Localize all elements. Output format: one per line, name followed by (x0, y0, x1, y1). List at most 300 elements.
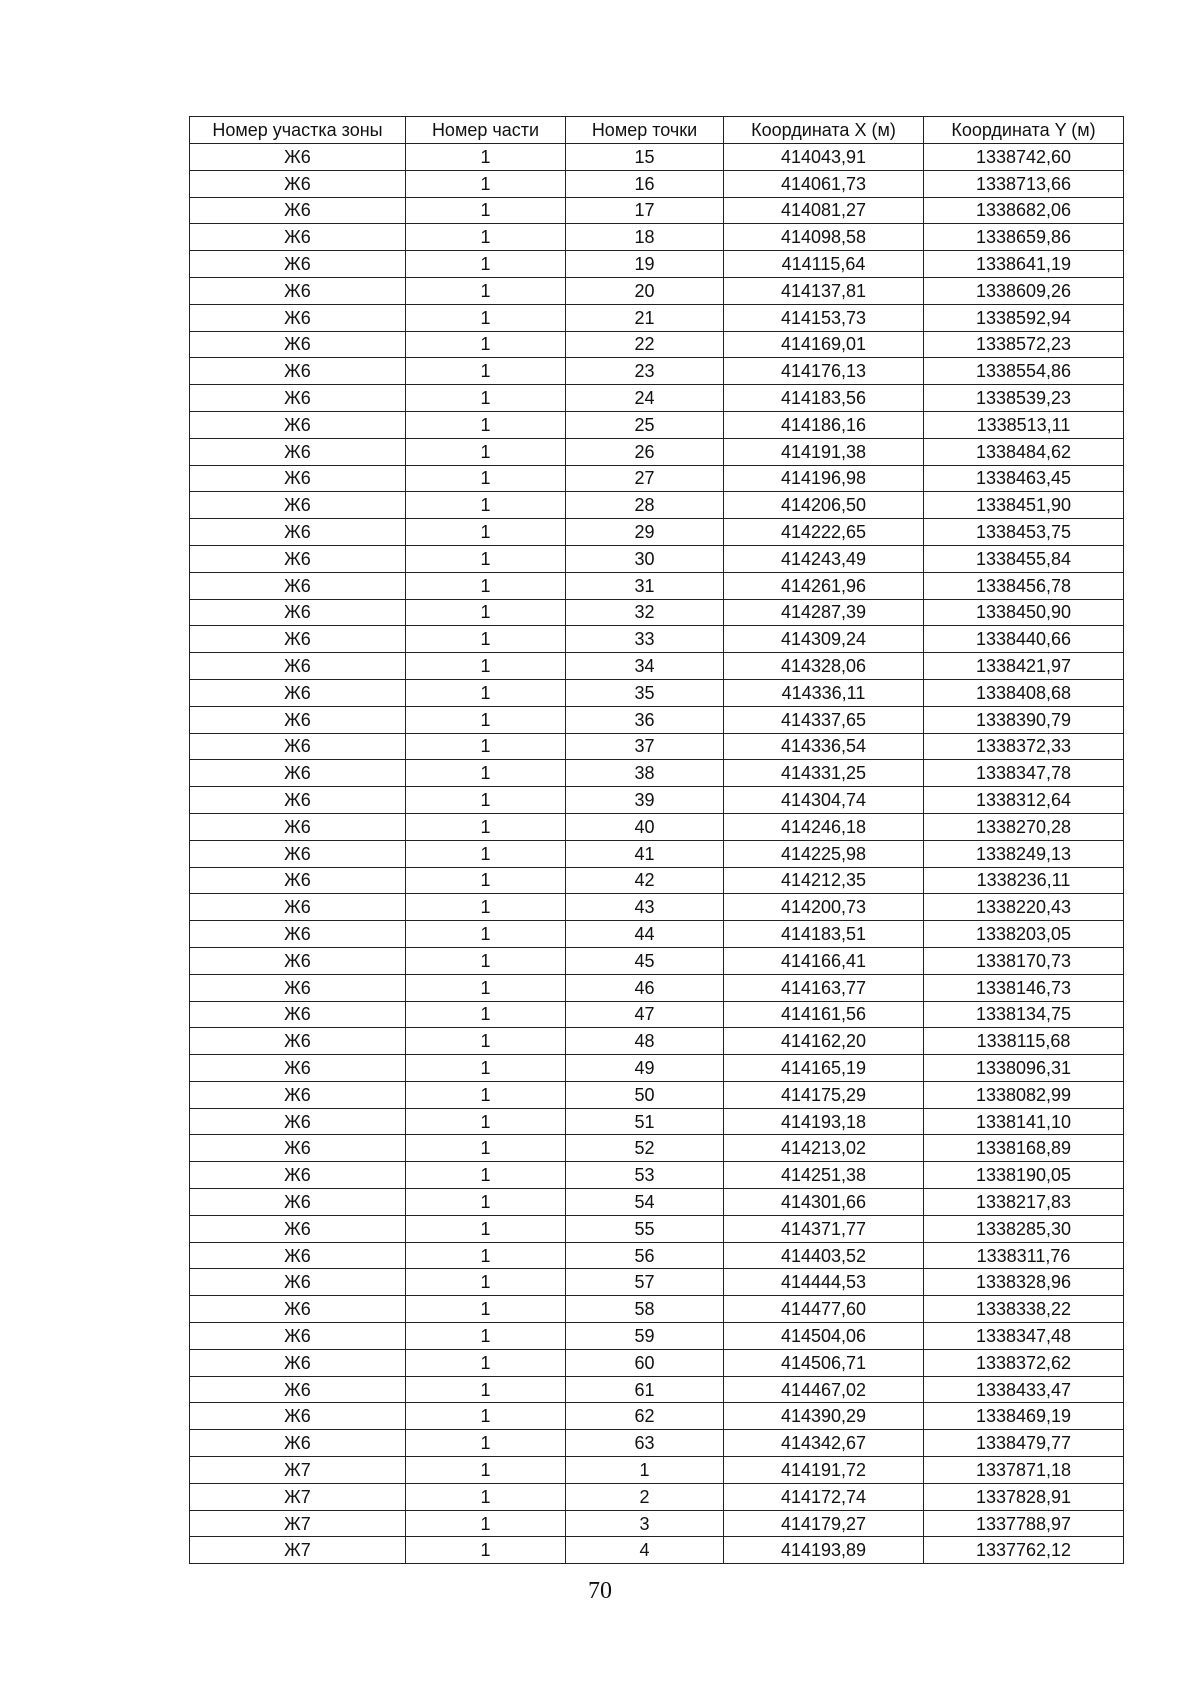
table-row (190, 1323, 1124, 1350)
cell-coordinate-x: 414191,72 (724, 1457, 924, 1484)
cell-part-number: 1 (406, 411, 566, 438)
cell-coordinate-y: 1338190,05 (924, 1162, 1124, 1189)
cell-point-number: 15 (566, 144, 724, 171)
cell-coordinate-y: 1338170,73 (924, 947, 1124, 974)
cell-part-number: 1 (406, 545, 566, 572)
cell-coordinate-y: 1338311,76 (924, 1242, 1124, 1269)
header-part-number: Номер части (406, 117, 566, 144)
cell-zone-section: Ж6 (190, 840, 406, 867)
cell-coordinate-x: 414246,18 (724, 813, 924, 840)
cell-zone-section: Ж6 (190, 1376, 406, 1403)
table-row (190, 385, 1124, 412)
cell-point-number: 36 (566, 706, 724, 733)
coordinates-table (189, 116, 1124, 1564)
cell-part-number: 1 (406, 733, 566, 760)
table-row (190, 1081, 1124, 1108)
cell-coordinate-x: 414161,56 (724, 1001, 924, 1028)
cell-point-number: 50 (566, 1081, 724, 1108)
cell-coordinate-x: 414175,29 (724, 1081, 924, 1108)
header-zone-section: Номер участка зоны (190, 117, 406, 144)
header-point-number: Номер точки (566, 117, 724, 144)
cell-part-number: 1 (406, 465, 566, 492)
cell-point-number: 35 (566, 679, 724, 706)
table-row (190, 438, 1124, 465)
cell-point-number: 41 (566, 840, 724, 867)
cell-coordinate-x: 414179,27 (724, 1510, 924, 1537)
cell-point-number: 53 (566, 1162, 724, 1189)
cell-coordinate-x: 414261,96 (724, 572, 924, 599)
table-row (190, 840, 1124, 867)
cell-coordinate-x: 414183,51 (724, 921, 924, 948)
table-row (190, 1242, 1124, 1269)
cell-coordinate-y: 1338456,78 (924, 572, 1124, 599)
table-row (190, 679, 1124, 706)
table-row (190, 653, 1124, 680)
table-row (190, 465, 1124, 492)
cell-coordinate-x: 414287,39 (724, 599, 924, 626)
cell-point-number: 24 (566, 385, 724, 412)
cell-zone-section: Ж6 (190, 170, 406, 197)
cell-coordinate-x: 414444,53 (724, 1269, 924, 1296)
table-row (190, 947, 1124, 974)
cell-part-number: 1 (406, 1135, 566, 1162)
table-row (190, 1403, 1124, 1430)
cell-point-number: 49 (566, 1055, 724, 1082)
cell-coordinate-y: 1338082,99 (924, 1081, 1124, 1108)
cell-zone-section: Ж6 (190, 572, 406, 599)
cell-part-number: 1 (406, 572, 566, 599)
cell-coordinate-x: 414477,60 (724, 1296, 924, 1323)
cell-coordinate-x: 414137,81 (724, 277, 924, 304)
cell-point-number: 20 (566, 277, 724, 304)
cell-coordinate-y: 1338453,75 (924, 519, 1124, 546)
cell-coordinate-x: 414225,98 (724, 840, 924, 867)
table-row (190, 706, 1124, 733)
cell-point-number: 21 (566, 304, 724, 331)
table-row (190, 170, 1124, 197)
cell-part-number: 1 (406, 1483, 566, 1510)
cell-point-number: 1 (566, 1457, 724, 1484)
table-row (190, 1376, 1124, 1403)
table-row (190, 626, 1124, 653)
cell-point-number: 39 (566, 787, 724, 814)
cell-zone-section: Ж6 (190, 1162, 406, 1189)
cell-point-number: 29 (566, 519, 724, 546)
cell-coordinate-y: 1338455,84 (924, 545, 1124, 572)
cell-point-number: 17 (566, 197, 724, 224)
cell-part-number: 1 (406, 1215, 566, 1242)
cell-part-number: 1 (406, 840, 566, 867)
cell-point-number: 42 (566, 867, 724, 894)
cell-coordinate-y: 1338572,23 (924, 331, 1124, 358)
cell-point-number: 18 (566, 224, 724, 251)
cell-zone-section: Ж6 (190, 894, 406, 921)
table-row (190, 1349, 1124, 1376)
table-row (190, 921, 1124, 948)
cell-zone-section: Ж6 (190, 679, 406, 706)
cell-zone-section: Ж6 (190, 304, 406, 331)
cell-zone-section: Ж6 (190, 1108, 406, 1135)
header-coordinate-y: Координата Y (м) (924, 117, 1124, 144)
cell-coordinate-y: 1337828,91 (924, 1483, 1124, 1510)
cell-coordinate-y: 1338168,89 (924, 1135, 1124, 1162)
cell-part-number: 1 (406, 1081, 566, 1108)
cell-point-number: 38 (566, 760, 724, 787)
cell-point-number: 55 (566, 1215, 724, 1242)
cell-zone-section: Ж6 (190, 492, 406, 519)
cell-part-number: 1 (406, 867, 566, 894)
cell-zone-section: Ж6 (190, 1001, 406, 1028)
cell-point-number: 46 (566, 974, 724, 1001)
cell-part-number: 1 (406, 1537, 566, 1564)
cell-coordinate-x: 414193,89 (724, 1537, 924, 1564)
cell-zone-section: Ж6 (190, 197, 406, 224)
table-row (190, 1001, 1124, 1028)
cell-coordinate-x: 414504,06 (724, 1323, 924, 1350)
cell-part-number: 1 (406, 1189, 566, 1216)
cell-zone-section: Ж6 (190, 1323, 406, 1350)
cell-coordinate-x: 414196,98 (724, 465, 924, 492)
cell-coordinate-y: 1338249,13 (924, 840, 1124, 867)
table-row (190, 760, 1124, 787)
cell-part-number: 1 (406, 492, 566, 519)
cell-coordinate-y: 1338115,68 (924, 1028, 1124, 1055)
cell-part-number: 1 (406, 1162, 566, 1189)
table-row (190, 1162, 1124, 1189)
cell-zone-section: Ж6 (190, 1296, 406, 1323)
cell-part-number: 1 (406, 813, 566, 840)
cell-point-number: 45 (566, 947, 724, 974)
cell-coordinate-x: 414176,13 (724, 358, 924, 385)
cell-part-number: 1 (406, 1323, 566, 1350)
cell-coordinate-y: 1338146,73 (924, 974, 1124, 1001)
cell-zone-section: Ж6 (190, 653, 406, 680)
cell-coordinate-y: 1338440,66 (924, 626, 1124, 653)
table-row (190, 411, 1124, 438)
cell-point-number: 19 (566, 251, 724, 278)
table-row (190, 599, 1124, 626)
cell-part-number: 1 (406, 1510, 566, 1537)
cell-coordinate-y: 1338513,11 (924, 411, 1124, 438)
cell-zone-section: Ж6 (190, 385, 406, 412)
cell-part-number: 1 (406, 1376, 566, 1403)
cell-zone-section: Ж6 (190, 358, 406, 385)
cell-point-number: 56 (566, 1242, 724, 1269)
cell-coordinate-y: 1338312,64 (924, 787, 1124, 814)
cell-coordinate-x: 414186,16 (724, 411, 924, 438)
cell-coordinate-y: 1338450,90 (924, 599, 1124, 626)
cell-point-number: 57 (566, 1269, 724, 1296)
cell-zone-section: Ж6 (190, 1430, 406, 1457)
cell-coordinate-x: 414309,24 (724, 626, 924, 653)
cell-point-number: 61 (566, 1376, 724, 1403)
table-row (190, 894, 1124, 921)
table-row (190, 733, 1124, 760)
cell-coordinate-y: 1338285,30 (924, 1215, 1124, 1242)
cell-zone-section: Ж6 (190, 1242, 406, 1269)
cell-coordinate-x: 414166,41 (724, 947, 924, 974)
cell-part-number: 1 (406, 304, 566, 331)
cell-zone-section: Ж6 (190, 251, 406, 278)
cell-coordinate-y: 1338096,31 (924, 1055, 1124, 1082)
cell-point-number: 22 (566, 331, 724, 358)
cell-coordinate-y: 1338203,05 (924, 921, 1124, 948)
cell-coordinate-y: 1338408,68 (924, 679, 1124, 706)
cell-coordinate-y: 1338372,33 (924, 733, 1124, 760)
cell-zone-section: Ж6 (190, 224, 406, 251)
cell-zone-section: Ж7 (190, 1510, 406, 1537)
cell-zone-section: Ж7 (190, 1483, 406, 1510)
cell-coordinate-y: 1338484,62 (924, 438, 1124, 465)
cell-coordinate-x: 414169,01 (724, 331, 924, 358)
cell-part-number: 1 (406, 331, 566, 358)
cell-coordinate-y: 1338390,79 (924, 706, 1124, 733)
cell-coordinate-y: 1338217,83 (924, 1189, 1124, 1216)
cell-point-number: 51 (566, 1108, 724, 1135)
cell-coordinate-y: 1338592,94 (924, 304, 1124, 331)
cell-point-number: 3 (566, 1510, 724, 1537)
cell-coordinate-y: 1338338,22 (924, 1296, 1124, 1323)
table-row (190, 519, 1124, 546)
cell-coordinate-x: 414165,19 (724, 1055, 924, 1082)
cell-zone-section: Ж6 (190, 411, 406, 438)
cell-zone-section: Ж6 (190, 787, 406, 814)
cell-part-number: 1 (406, 1349, 566, 1376)
cell-part-number: 1 (406, 1403, 566, 1430)
page-number: 70 (588, 1578, 612, 1604)
cell-coordinate-y: 1338328,96 (924, 1269, 1124, 1296)
cell-coordinate-y: 1337762,12 (924, 1537, 1124, 1564)
cell-part-number: 1 (406, 385, 566, 412)
cell-coordinate-x: 414061,73 (724, 170, 924, 197)
cell-part-number: 1 (406, 251, 566, 278)
cell-part-number: 1 (406, 1055, 566, 1082)
header-row (190, 117, 1124, 144)
cell-part-number: 1 (406, 894, 566, 921)
cell-zone-section: Ж6 (190, 1349, 406, 1376)
table-row (190, 304, 1124, 331)
cell-coordinate-x: 414183,56 (724, 385, 924, 412)
cell-coordinate-y: 1338659,86 (924, 224, 1124, 251)
cell-point-number: 2 (566, 1483, 724, 1510)
cell-part-number: 1 (406, 921, 566, 948)
table-row (190, 1055, 1124, 1082)
cell-coordinate-y: 1337871,18 (924, 1457, 1124, 1484)
cell-coordinate-x: 414243,49 (724, 545, 924, 572)
cell-coordinate-x: 414043,91 (724, 144, 924, 171)
cell-point-number: 32 (566, 599, 724, 626)
cell-part-number: 1 (406, 144, 566, 171)
cell-coordinate-x: 414506,71 (724, 1349, 924, 1376)
table-row (190, 1215, 1124, 1242)
cell-zone-section: Ж6 (190, 331, 406, 358)
cell-part-number: 1 (406, 224, 566, 251)
table-header (190, 117, 1124, 144)
cell-zone-section: Ж6 (190, 519, 406, 546)
cell-part-number: 1 (406, 679, 566, 706)
cell-zone-section: Ж6 (190, 545, 406, 572)
cell-point-number: 47 (566, 1001, 724, 1028)
cell-part-number: 1 (406, 947, 566, 974)
cell-coordinate-y: 1338134,75 (924, 1001, 1124, 1028)
cell-coordinate-x: 414336,11 (724, 679, 924, 706)
cell-coordinate-y: 1338469,19 (924, 1403, 1124, 1430)
cell-coordinate-y: 1338372,62 (924, 1349, 1124, 1376)
cell-point-number: 63 (566, 1430, 724, 1457)
cell-coordinate-y: 1338554,86 (924, 358, 1124, 385)
table-row (190, 545, 1124, 572)
cell-point-number: 25 (566, 411, 724, 438)
cell-coordinate-x: 414337,65 (724, 706, 924, 733)
cell-zone-section: Ж6 (190, 1215, 406, 1242)
cell-point-number: 23 (566, 358, 724, 385)
cell-zone-section: Ж6 (190, 1403, 406, 1430)
table-row (190, 974, 1124, 1001)
cell-zone-section: Ж6 (190, 465, 406, 492)
cell-coordinate-y: 1338451,90 (924, 492, 1124, 519)
cell-coordinate-x: 414336,54 (724, 733, 924, 760)
cell-zone-section: Ж6 (190, 277, 406, 304)
cell-coordinate-x: 414191,38 (724, 438, 924, 465)
cell-point-number: 30 (566, 545, 724, 572)
cell-part-number: 1 (406, 626, 566, 653)
cell-coordinate-x: 414222,65 (724, 519, 924, 546)
cell-coordinate-y: 1338270,28 (924, 813, 1124, 840)
cell-zone-section: Ж6 (190, 921, 406, 948)
cell-part-number: 1 (406, 787, 566, 814)
cell-coordinate-y: 1338141,10 (924, 1108, 1124, 1135)
cell-coordinate-y: 1338609,26 (924, 277, 1124, 304)
cell-coordinate-x: 414163,77 (724, 974, 924, 1001)
cell-part-number: 1 (406, 170, 566, 197)
cell-zone-section: Ж6 (190, 1055, 406, 1082)
table-row (190, 1537, 1124, 1564)
cell-zone-section: Ж6 (190, 867, 406, 894)
table-row (190, 1108, 1124, 1135)
cell-part-number: 1 (406, 599, 566, 626)
table-row (190, 492, 1124, 519)
cell-part-number: 1 (406, 1457, 566, 1484)
cell-coordinate-x: 414371,77 (724, 1215, 924, 1242)
cell-point-number: 4 (566, 1537, 724, 1564)
table-row (190, 572, 1124, 599)
cell-part-number: 1 (406, 1296, 566, 1323)
cell-coordinate-x: 414153,73 (724, 304, 924, 331)
cell-part-number: 1 (406, 760, 566, 787)
cell-coordinate-x: 414206,50 (724, 492, 924, 519)
cell-point-number: 26 (566, 438, 724, 465)
cell-coordinate-x: 414467,02 (724, 1376, 924, 1403)
cell-zone-section: Ж6 (190, 599, 406, 626)
table-row (190, 787, 1124, 814)
cell-zone-section: Ж6 (190, 706, 406, 733)
cell-point-number: 37 (566, 733, 724, 760)
cell-coordinate-y: 1338682,06 (924, 197, 1124, 224)
cell-coordinate-x: 414172,74 (724, 1483, 924, 1510)
cell-point-number: 62 (566, 1403, 724, 1430)
cell-coordinate-x: 414115,64 (724, 251, 924, 278)
cell-point-number: 52 (566, 1135, 724, 1162)
cell-zone-section: Ж6 (190, 144, 406, 171)
cell-coordinate-y: 1338347,48 (924, 1323, 1124, 1350)
cell-part-number: 1 (406, 197, 566, 224)
cell-zone-section: Ж7 (190, 1537, 406, 1564)
table-body (190, 144, 1124, 1564)
table-row (190, 1189, 1124, 1216)
table-row (190, 251, 1124, 278)
cell-coordinate-y: 1338713,66 (924, 170, 1124, 197)
table-row (190, 1483, 1124, 1510)
cell-zone-section: Ж6 (190, 1269, 406, 1296)
cell-point-number: 48 (566, 1028, 724, 1055)
cell-point-number: 34 (566, 653, 724, 680)
cell-point-number: 60 (566, 1349, 724, 1376)
cell-point-number: 58 (566, 1296, 724, 1323)
cell-part-number: 1 (406, 1028, 566, 1055)
cell-coordinate-x: 414081,27 (724, 197, 924, 224)
cell-zone-section: Ж6 (190, 760, 406, 787)
table-row (190, 1510, 1124, 1537)
cell-zone-section: Ж6 (190, 1189, 406, 1216)
cell-coordinate-y: 1338220,43 (924, 894, 1124, 921)
cell-coordinate-y: 1338347,78 (924, 760, 1124, 787)
cell-part-number: 1 (406, 519, 566, 546)
cell-zone-section: Ж6 (190, 1081, 406, 1108)
cell-coordinate-y: 1338539,23 (924, 385, 1124, 412)
cell-point-number: 40 (566, 813, 724, 840)
cell-zone-section: Ж6 (190, 733, 406, 760)
cell-point-number: 28 (566, 492, 724, 519)
table-row (190, 813, 1124, 840)
cell-coordinate-y: 1338433,47 (924, 1376, 1124, 1403)
cell-point-number: 44 (566, 921, 724, 948)
cell-coordinate-y: 1338479,77 (924, 1430, 1124, 1457)
cell-point-number: 31 (566, 572, 724, 599)
cell-zone-section: Ж6 (190, 1028, 406, 1055)
table-row (190, 1269, 1124, 1296)
cell-coordinate-x: 414403,52 (724, 1242, 924, 1269)
cell-zone-section: Ж6 (190, 947, 406, 974)
cell-coordinate-y: 1338742,60 (924, 144, 1124, 171)
cell-coordinate-x: 414301,66 (724, 1189, 924, 1216)
table-row (190, 358, 1124, 385)
cell-part-number: 1 (406, 438, 566, 465)
table-row (190, 1457, 1124, 1484)
cell-coordinate-x: 414162,20 (724, 1028, 924, 1055)
table-row (190, 1430, 1124, 1457)
cell-coordinate-x: 414304,74 (724, 787, 924, 814)
table-row (190, 197, 1124, 224)
cell-point-number: 33 (566, 626, 724, 653)
cell-coordinate-x: 414390,29 (724, 1403, 924, 1430)
cell-coordinate-x: 414331,25 (724, 760, 924, 787)
cell-part-number: 1 (406, 706, 566, 733)
cell-zone-section: Ж7 (190, 1457, 406, 1484)
table-row (190, 224, 1124, 251)
table-row (190, 1296, 1124, 1323)
cell-point-number: 54 (566, 1189, 724, 1216)
table-row (190, 867, 1124, 894)
cell-coordinate-x: 414193,18 (724, 1108, 924, 1135)
cell-coordinate-x: 414098,58 (724, 224, 924, 251)
table-row (190, 1135, 1124, 1162)
cell-point-number: 16 (566, 170, 724, 197)
cell-coordinate-x: 414328,06 (724, 653, 924, 680)
cell-zone-section: Ж6 (190, 438, 406, 465)
cell-coordinate-y: 1337788,97 (924, 1510, 1124, 1537)
cell-zone-section: Ж6 (190, 813, 406, 840)
cell-part-number: 1 (406, 1242, 566, 1269)
